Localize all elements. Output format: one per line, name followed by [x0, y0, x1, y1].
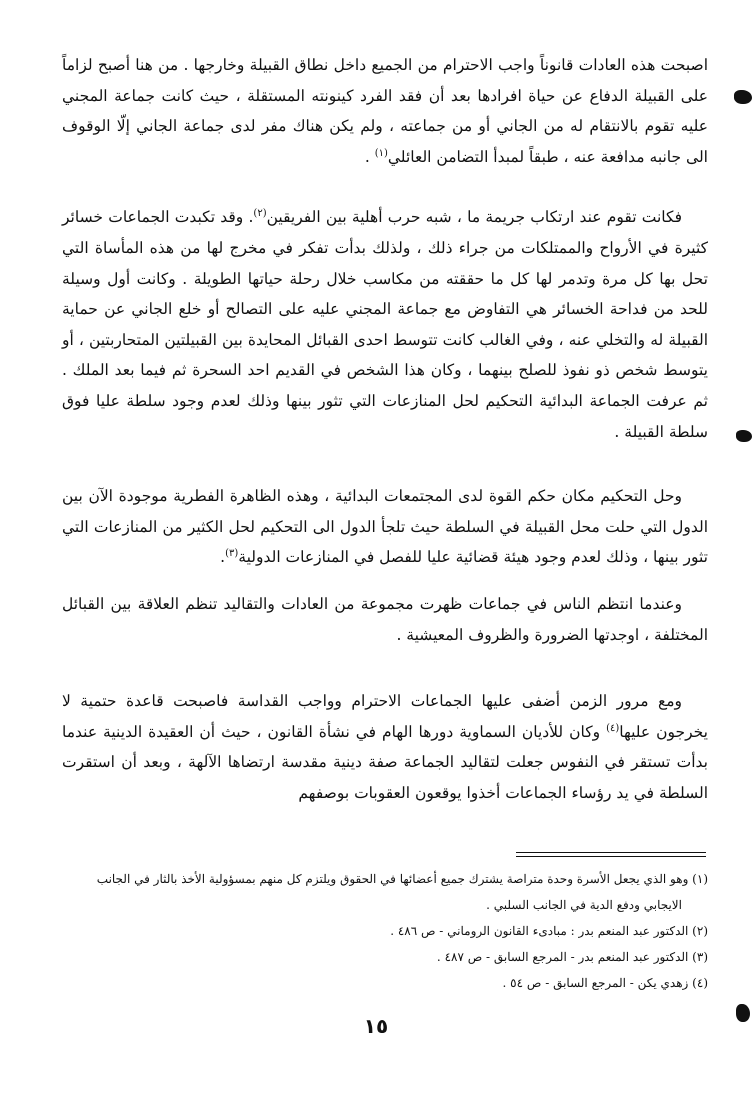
footnote-2: (٢) الدكتور عبد المنعم بدر : مبادىء القانون الروماني - ص ٤٨٦ .	[390, 924, 708, 938]
margin-ink-mark	[734, 90, 752, 104]
paragraph-4	[62, 589, 708, 650]
paragraph-1-tail: .	[364, 147, 375, 166]
paragraph-2-tail: . وقد تكبدت الجماعات خسائر كثيرة في الأرواح والممتلكات من جراء ذلك ، ولذلك بدأت تفكر في مخرج لها من هذه المأساة التي تحل بها كل مرة وتدمر لها كل ما حققته من مكاسب خلال رحلة حياتها الطويلة . وكانت أول وسيلة للحد من فداحة الخسائر هي التفاوض مع جماعة المجني عليه على التصالح أو خلع الجاني عن حماية القبيلة له والتخلي عنه ، وفي الغالب كانت تتوسط احدى القبائل المحايدة بين القبيلتين المتحاربتين ، أو يتوسط شخص ذو نفوذ للصلح بينهما ، وكان هذا الشخص في القديم احد السحرة ثم فيما بعد الملك . ثم عرفت الجماعة البدائية التحكيم لحل المنازعات التي تثور بينها وذلك لعدم وجود سلطة عليا فوق سلطة القبيلة .	[62, 208, 708, 441]
paragraph-3-tail: .	[220, 548, 226, 567]
footnote-ref-1: (١)	[374, 147, 388, 159]
paragraph-2	[62, 202, 708, 447]
margin-ink-mark	[736, 1004, 750, 1022]
footnote-separator	[516, 852, 706, 857]
paragraph-3	[62, 481, 708, 573]
footnotes	[62, 866, 708, 996]
paragraph-1	[62, 50, 708, 172]
body-text	[62, 50, 708, 808]
footnote-ref-2: (٢)	[253, 208, 267, 220]
paragraph-1-text: اصبحت هذه العادات قانوناً واجب الاحترام من الجميع داخل نطاق القبيلة وخارجها . من هنا أصبح لزاماً على القبيلة الدفاع عن حياة افرادها بعد أن فقد الفرد كينونته المستقلة ، حيث كانت جماعة المجني عليه تقوم بالانتقام له من الجاني أو من جماعته ، ولم يكن هناك مفر لدى جماعة الجاني إلّا الوقوف الى جانبه مدافعة عنه ، طبقاً لمبدأ التضامن العائلي	[62, 56, 708, 166]
paragraph-3-text: وحل التحكيم مكان حكم القوة لدى المجتمعات البدائية ، وهذه الظاهرة الفطرية موجودة الآن بين الدول التي حلت محل القبيلة في السلطة حيث تلجأ الدول الى التحكيم لحل الكثير من المنازعات التي تثور بينها ، وذلك لعدم وجود هيئة قضائية عليا للفصل في المنازعات الدولية	[62, 487, 708, 567]
footnote-1-continuation: الايجابي ودفع الدية في الجانب السلبي .	[486, 898, 682, 912]
page-number: ١٥	[363, 1014, 389, 1038]
footnote-ref-4: (٤)	[606, 722, 620, 734]
margin-ink-mark	[736, 430, 752, 442]
footnote-1: (١) وهو الذي يجعل الأسرة وحدة متراصة يشترك جميع أعضائها في الحقوق ويلتزم كل منهم بمسؤولية الأخذ بالثار في الجانب	[96, 872, 708, 886]
paragraph-5	[62, 686, 708, 808]
paragraph-2-text: فكانت تقوم عند ارتكاب جريمة ما ، شبه حرب أهلية بين الفريقين	[266, 208, 682, 227]
paragraph-5-tail: وكان للأديان السماوية دورها الهام في نشأة القانون ، حيث أن العقيدة الدينية عندما بدأت تستقر في النفوس جعلت لتقاليد الجماعة صفة دينية مقدسة ارتضاها الآلهة ، وبعد أن استقرت السلطة في يد رؤساء الجماعات أخذوا يوقعون العقوبات بوصفهم	[62, 722, 708, 802]
paragraph-4-text: وعندما انتظم الناس في جماعات ظهرت مجموعة من العادات والتقاليد تنظم العلاقة بين القبائل المختلفة ، اوجدتها الضرورة والظروف المعيشية .	[62, 594, 708, 644]
footnote-ref-3: (٣)	[225, 548, 239, 560]
footnote-3: (٣) الدكتور عبد المنعم بدر - المرجع السابق - ص ٤٨٧ .	[436, 950, 708, 964]
paragraph-5-text: ومع مرور الزمن أضفى عليها الجماعات الاحترام وواجب القداسة فاصبحت قاعدة حتمية لا يخرجون عليها	[62, 692, 708, 741]
footnote-4: (٤) زهدي يكن - المرجع السابق - ص ٥٤ .	[502, 976, 708, 990]
